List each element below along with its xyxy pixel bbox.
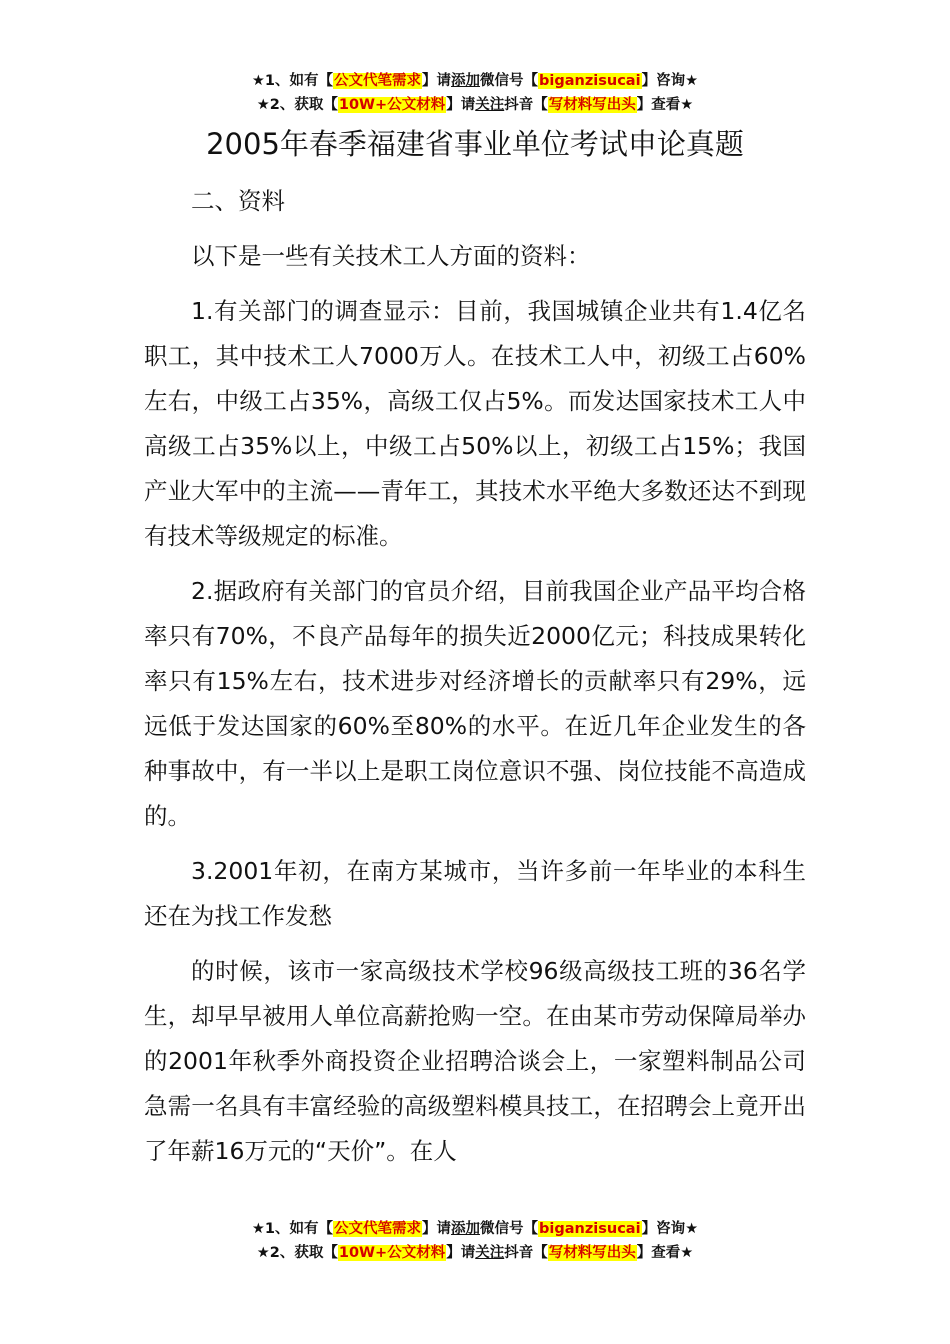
- document-body: [144, 179, 806, 1184]
- footer-promo-line-2-middle-2: 抖音【: [504, 1245, 548, 1261]
- footer-promo-banner: [0, 1217, 950, 1265]
- footer-promo-emphasis-follow: 关注: [475, 1245, 505, 1261]
- promo-emphasis-follow: 关注: [475, 97, 505, 113]
- footer-promo-highlight-service: 公文代笔需求: [334, 1221, 422, 1237]
- paragraph-3-continued: 的时候，该市一家高级技术学校96级高级技工班的36名学生，却早早被用人单位高薪抢购一空。在由某市劳动保障局举办的2001年秋季外商投资企业招聘洽谈会上，一家塑料制品公司急需一名具有丰富经验的高级塑料模具技工，在招聘会上竟开出了年薪16万元的“天价”。在人: [144, 957, 806, 1165]
- promo-line-2-middle: 】请: [446, 97, 476, 113]
- promo-line-1-middle: 】请: [422, 73, 452, 89]
- paragraph-1: 1.有关部门的调查显示：目前，我国城镇企业共有1.4亿名职工，其中技术工人7000万人。在技术工人中，初级工占60%左右，中级工占35%，高级工仅占5%。而发达国家技术工人中高级工占35%以上，中级工占50%以上，初级工占15%；我国产业大军中的主流——青年工，其技术水平绝大多数还达不到现有技术等级规定的标准。: [144, 297, 806, 550]
- promo-highlight-douyin: 写材料写出头: [548, 97, 636, 113]
- paragraph-intro: 以下是一些有关技术工人方面的资料：: [191, 242, 591, 270]
- footer-promo-line-1-prefix: ★1、如有【: [251, 1221, 334, 1237]
- footer-promo-line-2: [0, 1241, 950, 1265]
- header-promo-banner: [0, 69, 950, 117]
- promo-line-1-middle-2: 微信号【: [480, 73, 539, 89]
- promo-line-2-middle-2: 抖音【: [504, 97, 548, 113]
- footer-promo-highlight-wechat-id: biganzisucai: [539, 1221, 641, 1237]
- promo-emphasis-add: 添加: [451, 73, 481, 89]
- footer-promo-line-1: [0, 1217, 950, 1241]
- promo-highlight-service: 公文代笔需求: [334, 73, 422, 89]
- footer-promo-emphasis-add: 添加: [451, 1221, 481, 1237]
- promo-line-1-prefix: ★1、如有【: [251, 73, 334, 89]
- footer-promo-highlight-materials: 10W+公文材料: [338, 1245, 446, 1261]
- section-heading: 二、资料: [191, 187, 285, 215]
- footer-promo-line-2-prefix: ★2、获取【: [256, 1245, 338, 1261]
- footer-promo-line-2-suffix: 】查看★: [636, 1245, 694, 1261]
- paragraph-3: 3.2001年初，在南方某城市，当许多前一年毕业的本科生还在为找工作发愁: [144, 857, 806, 930]
- footer-promo-line-2-middle: 】请: [446, 1245, 476, 1261]
- footer-promo-line-1-suffix: 】咨询★: [641, 1221, 699, 1237]
- document-title: 2005年春季福建省事业单位考试申论真题: [206, 127, 744, 161]
- paragraph-2: 2.据政府有关部门的官员介绍，目前我国企业产品平均合格率只有70%，不良产品每年的损失近2000亿元；科技成果转化率只有15%左右，技术进步对经济增长的贡献率只有29%，远远低于发达国家的60%至80%的水平。在近几年企业发生的各种事故中，有一半以上是职工岗位意识不强、岗位技能不高造成的。: [144, 577, 806, 830]
- footer-promo-highlight-douyin: 写材料写出头: [548, 1245, 636, 1261]
- footer-promo-line-1-middle-2: 微信号【: [480, 1221, 539, 1237]
- promo-line-2-prefix: ★2、获取【: [256, 97, 338, 113]
- promo-line-1: [0, 69, 950, 93]
- promo-line-1-suffix: 】咨询★: [641, 73, 699, 89]
- promo-line-2-suffix: 】查看★: [636, 97, 694, 113]
- promo-highlight-materials: 10W+公文材料: [338, 97, 446, 113]
- footer-promo-line-1-middle: 】请: [422, 1221, 452, 1237]
- promo-highlight-wechat-id: biganzisucai: [539, 73, 641, 89]
- promo-line-2: [0, 93, 950, 117]
